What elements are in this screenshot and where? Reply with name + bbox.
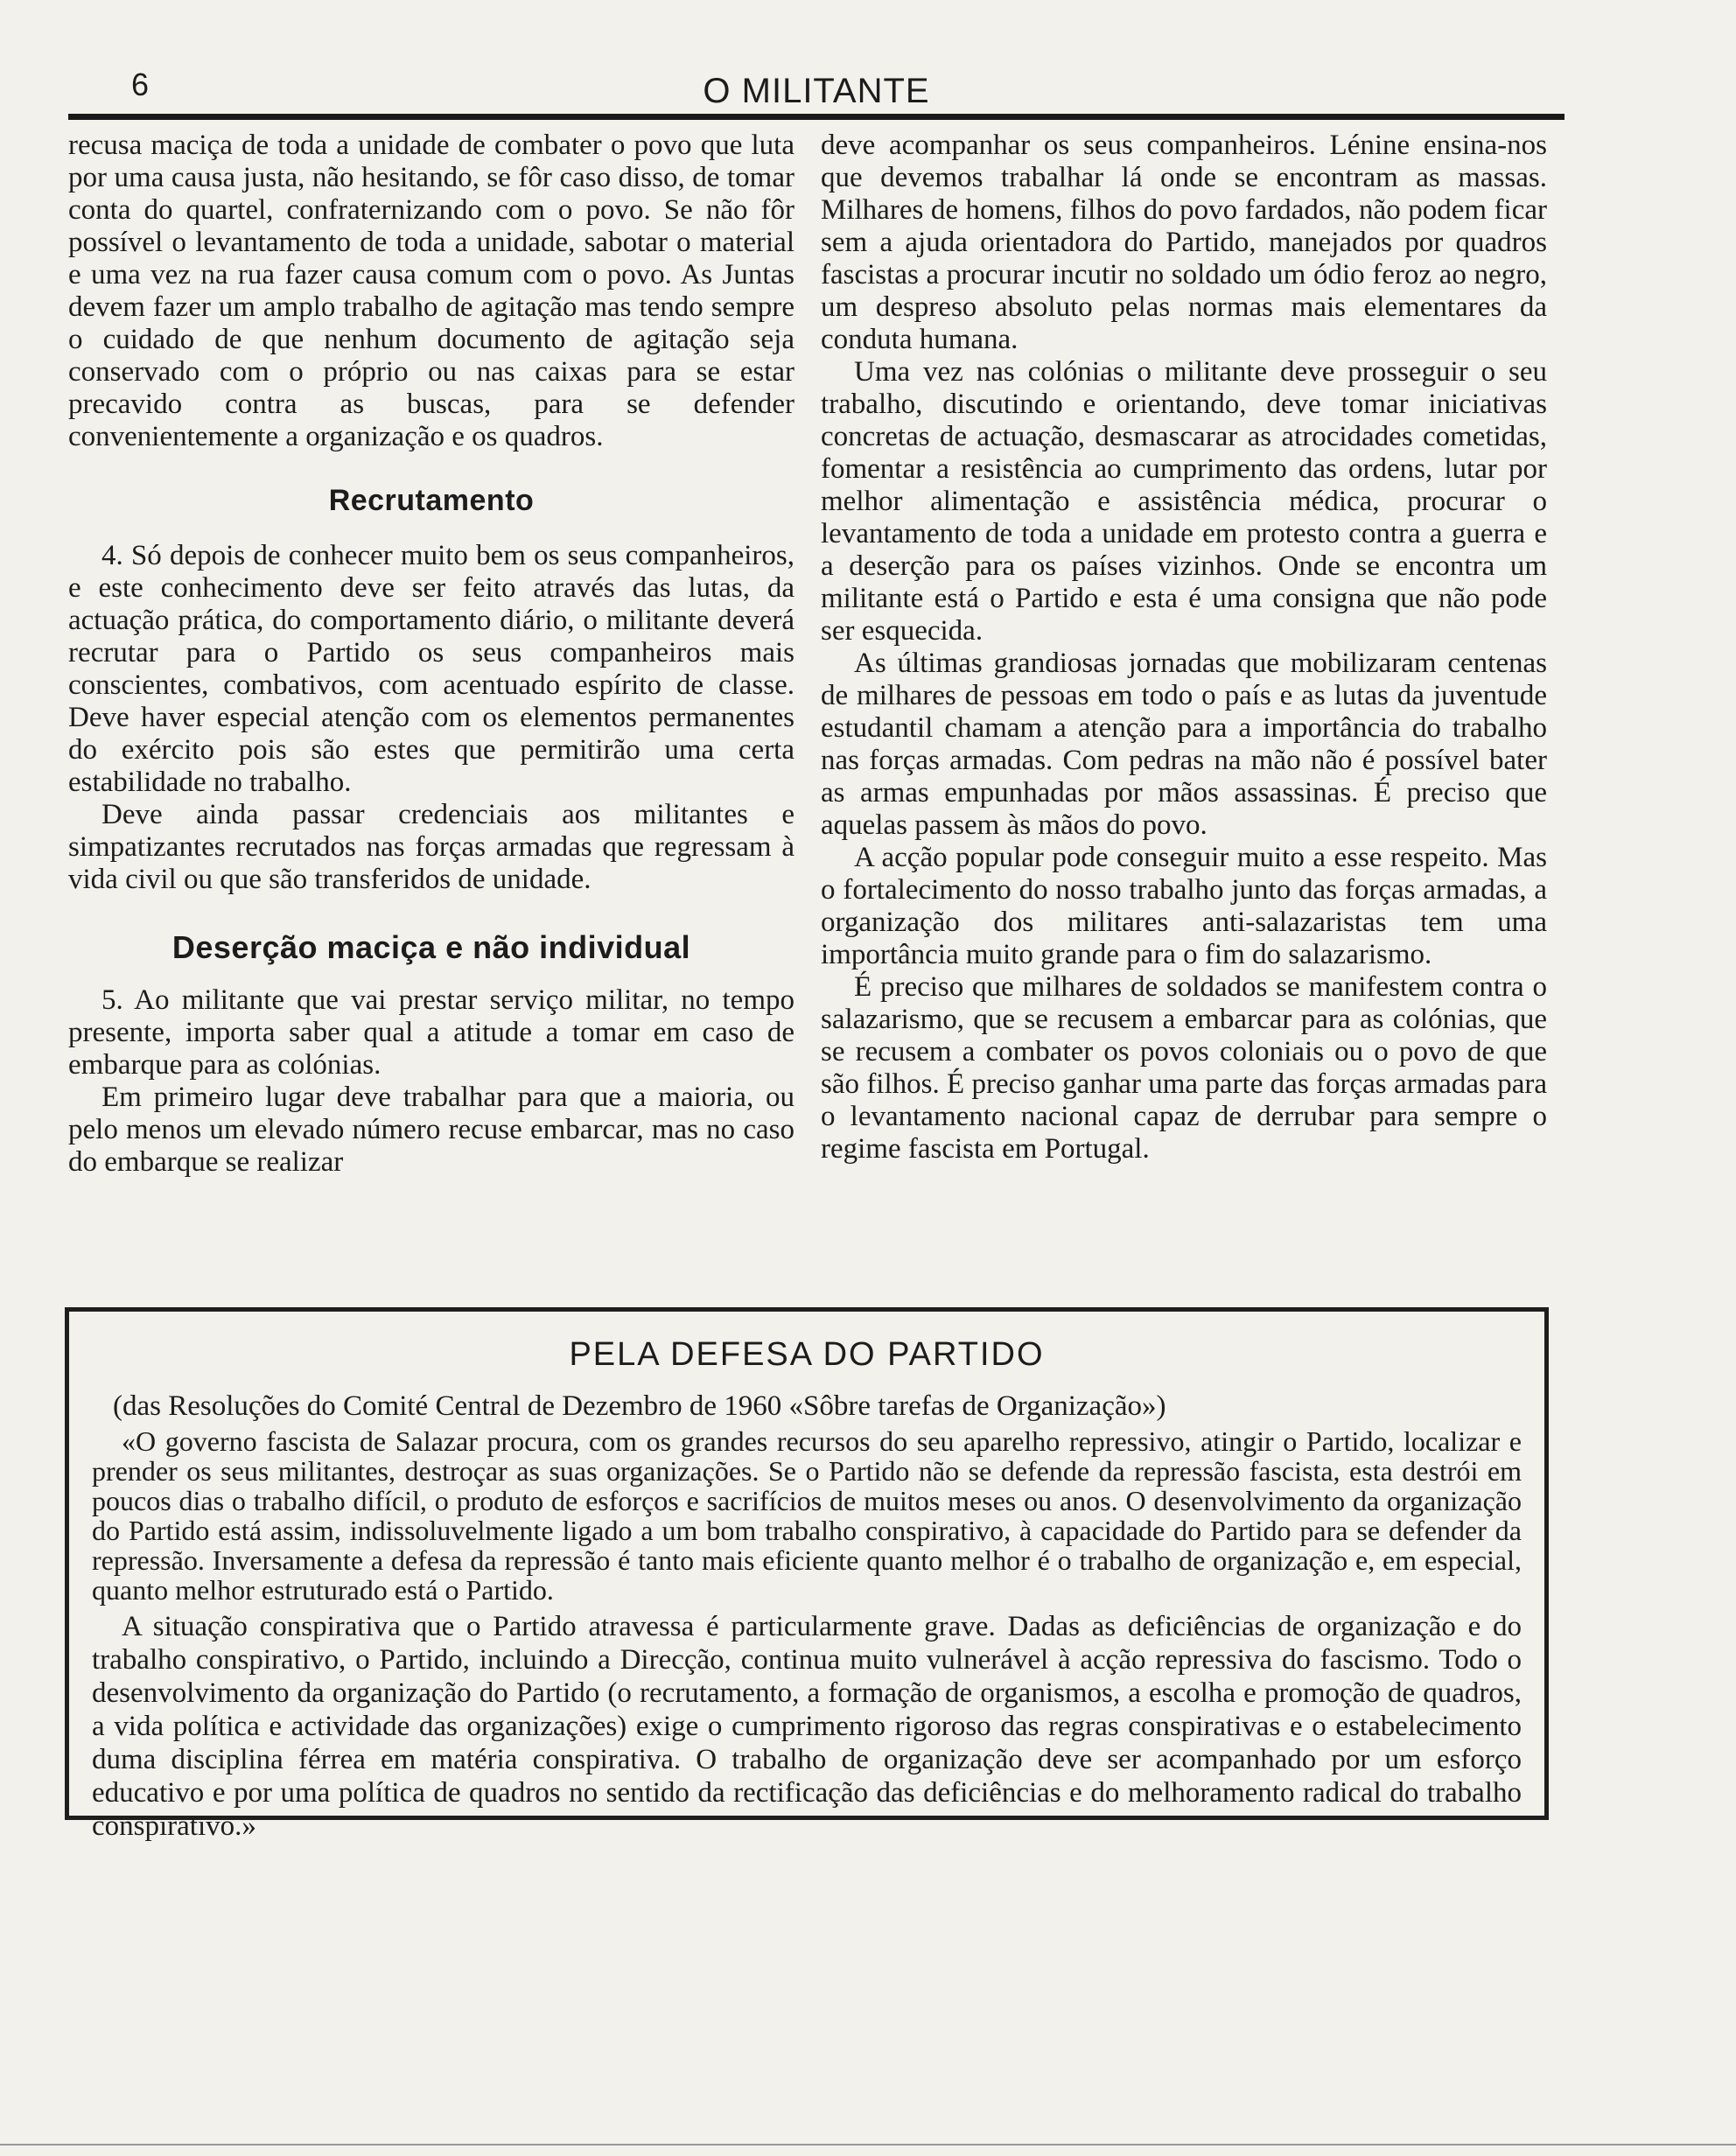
right-paragraph-4: A acção popular pode conseguir muito a esse respeito. Mas o fortalecimento do nosso trabalho junto das forças armadas, a organização dos militares anti-salazaristas tem uma importância muito grande para o fim do salazarismo. — [821, 842, 1547, 970]
right-paragraph-1: deve acompanhar os seus companheiros. Lénine ensina-nos que devemos trabalhar lá onde se encontram as massas. Milhares de homens, filhos do povo fardados, não podem ficar sem a ajuda orientadora do Partido, manejados por quadros fascistas a procurar incutir no soldado um ódio feroz ao negro, um despreso absoluto pelas normas mais elementares da conduta humana. — [821, 130, 1547, 355]
right-paragraph-2: Uma vez nas colónias o militante deve prosseguir o seu trabalho, discutindo e orientando, deve tomar iniciativas concretas de actuação, desmascarar as atrocidades cometidas, fomentar a resistência ao cumprimento das ordens, lutar por melhor alimentação e assistência médica, procurar o levantamento de toda a unidade em protesto contra a guerra e a deserção para os países vizinhos. Onde se encontra um militante está o Partido e esta é uma consigna que não pode ser esquecida. — [821, 356, 1547, 647]
heading-desercao: Deserção maciça e não individual — [172, 929, 691, 965]
box-paragraph-2: A situação conspirativa que o Partido atravessa é particularmente grave. Dadas as deficiências de organização e do trabalho conspirativo, o Partido, incluindo a Direcção, continua muito vulnerável à acção repressiva do fascismo. Todo o desenvolvimento da organização do Partido (o recrutamento, a formação de organismos, a escolha e promoção de quadros, a vida política e actividade das organizações) exige o cumprimento rigoroso das regras conspirativas e o estabelecimento duma disciplina férrea em matéria conspirativa. O trabalho de organização deve ser acompanhado por um esforço educativo e por uma política de quadros no sentido da rectificação das deficiências e do melhoramento radical do trabalho conspirativo.» — [92, 1611, 1522, 1842]
paragraph-primeiro-lugar: Em primeiro lugar deve trabalhar para que a maioria, ou pelo menos um elevado número recuse embarcar, mas no caso do embarque se realizar — [68, 1082, 794, 1178]
left-intro-paragraph: recusa maciça de toda a unidade de combater o povo que luta por uma causa justa, não hesitando, se fôr caso disso, de tomar conta do quartel, confraternizando com o povo. Se não fôr possível o levantamento de toda a unidade, sabotar o material e uma vez na rua fazer causa comum com o povo. As Juntas devem fazer um amplo trabalho de agitação mas tendo sempre o cuidado de que nenhum documento de agitação seja conservado com o próprio ou nas caixas para se estar precavido contra as buscas, para se defender convenientemente a organização e os quadros. — [68, 130, 794, 452]
right-paragraph-3: As últimas grandiosas jornadas que mobilizaram centenas de milhares de pessoas em todo o país e as lutas da juventude estudantil chamam a atenção para a importância do trabalho nas forças armadas. Com pedras na mão não é possível bater as armas empunhadas por mãos assassinas. É preciso que aquelas passem às mãos do povo. — [821, 648, 1547, 841]
paragraph-5: 5. Ao militante que vai prestar serviço militar, no tempo presente, importa saber qual a atitude a tomar em caso de embarque para as colónias. — [68, 984, 794, 1081]
article-columns — [68, 130, 1564, 1286]
left-column — [68, 130, 794, 1179]
page-header — [68, 58, 1564, 119]
box-source-note: (das Resoluções do Comité Central de Dezembro de 1960 «Sôbre tarefas de Organização») — [113, 1390, 1166, 1422]
header-rule — [68, 114, 1564, 120]
right-paragraph-5: É preciso que milhares de soldados se manifestem contra o salazarismo, que se recusem a embarcar para as colónias, que se recusem a combater os povos coloniais ou o povo de que são filhos. É preciso ganhar uma parte das forças armadas para o levantamento nacional capaz de derrubar para sempre o regime fascista em Portugal. — [821, 971, 1547, 1165]
journal-title: O MILITANTE — [703, 72, 930, 110]
right-column — [821, 130, 1547, 1166]
box-paragraph-1: «O governo fascista de Salazar procura, com os grandes recursos do seu aparelho repressivo, atingir o Partido, localizar e prender os seus militantes, destroçar as suas organizações. Se o Partido não se defende da repressão fascista, esta destrói em poucos dias o trabalho difícil, o produto de esforços e sacrifícios de muitos meses ou anos. O desenvolvimento da organização do Partido está assim, indissoluvelmente ligado a um bom trabalho conspirativo, à capacidade do Partido para se defender da repressão. Inversamente a defesa da repressão é tanto mais eficiente quanto melhor é o trabalho de organização e, em especial, quanto melhor estruturado está o Partido. — [92, 1425, 1522, 1606]
heading-recrutamento: Recrutamento — [328, 484, 535, 517]
bottom-rule — [0, 2144, 1736, 2146]
page-number: 6 — [131, 66, 150, 102]
paragraph-4: 4. Só depois de conhecer muito bem os seus companheiros, e este conhecimento deve ser feito através das lutas, da actuação prática, do comportamento diário, o militante deverá recrutar para o Partido os seus companheiros mais conscientes, combativos, com acentuado espírito de classe. Deve haver especial atenção com os elementos permanentes do exército pois são estes que permitirão uma certa estabilidade no trabalho. — [68, 540, 794, 798]
defesa-partido-box — [65, 1307, 1549, 1842]
paragraph-credenciais: Deve ainda passar credenciais aos militantes e simpatizantes recrutados nas forças armadas que regressam à vida civil ou que são transferidos de unidade. — [68, 799, 794, 895]
box-title: PELA DEFESA DO PARTIDO — [569, 1336, 1045, 1373]
